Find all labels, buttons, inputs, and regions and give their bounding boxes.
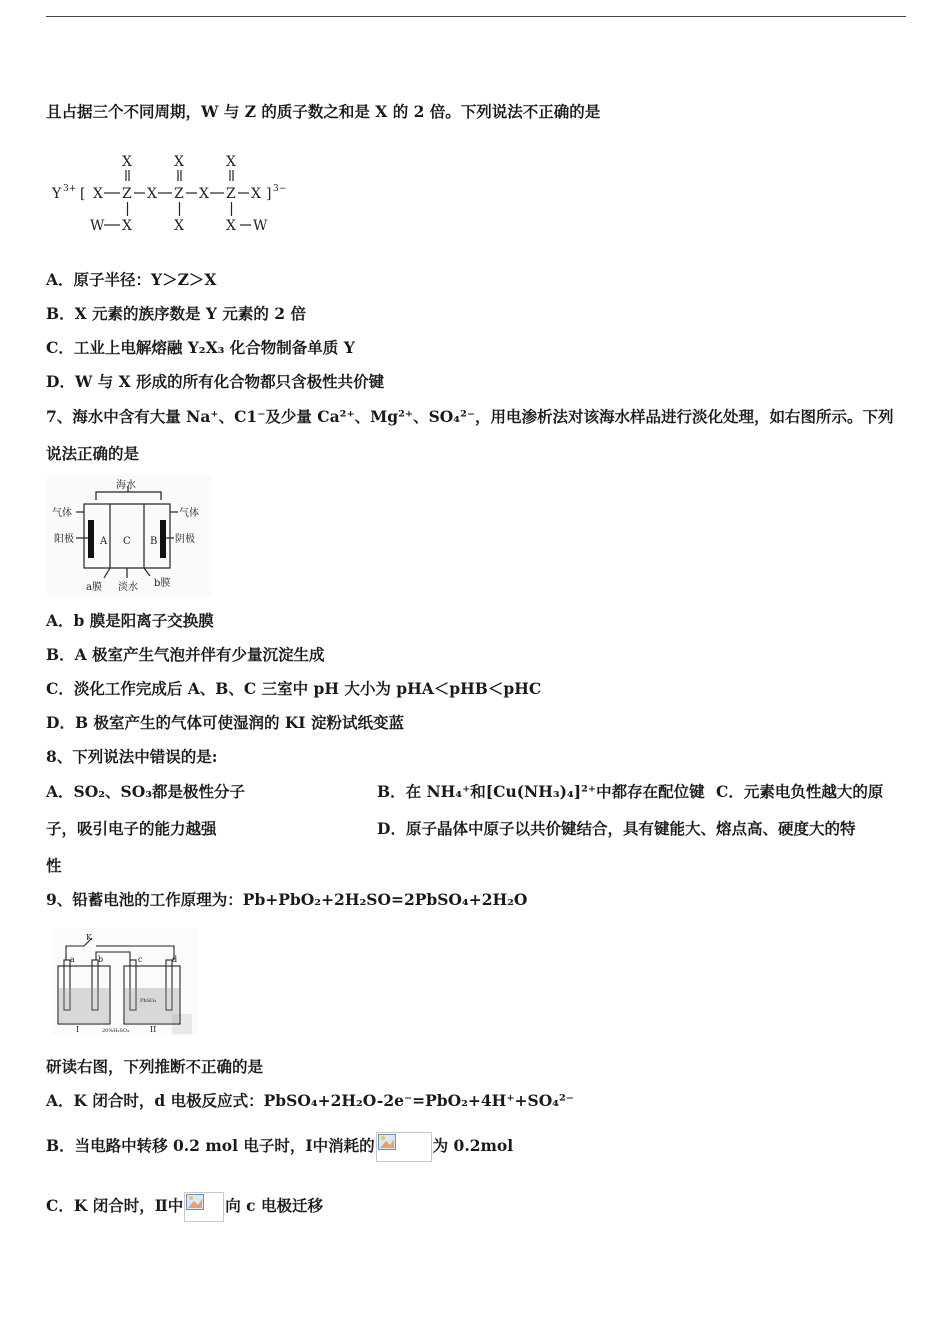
svg-text:[: [	[80, 186, 86, 202]
q9-option-c-row	[46, 1188, 323, 1224]
label-membrane-a: a膜	[86, 582, 102, 593]
q8-option-d: D．原子晶体中原子以共价键结合，具有键能大、熔点高、硬度大的特	[377, 819, 856, 838]
z-3: Z	[226, 186, 236, 202]
label-chamber-c: C	[123, 536, 131, 547]
q8-option-b: B．在 NH₄⁺和[Cu(NH₃)₄]²⁺中都存在配位键	[377, 782, 705, 801]
z-1: Z	[122, 186, 132, 202]
label-anode: 阳极	[54, 534, 74, 545]
q8-option-c-continued: 子，吸引电子的能力越强	[46, 819, 217, 838]
w-right: W	[253, 218, 268, 234]
q7-stem-line1: 7、海水中含有大量 Na⁺、C1⁻及少量 Ca²⁺、Mg²⁺、SO₄²⁻，用电渗析法对该海水样品进行淡化处理，如右图所示。下列	[46, 407, 894, 426]
q9-read-text: 研读右图，下列推断不正确的是	[46, 1057, 264, 1076]
label-electrolyte: 20%H₂SO₄	[102, 1028, 130, 1034]
x-bottom-2: X	[174, 218, 184, 234]
q7-option-a: A．b 膜是阳离子交换膜	[46, 611, 214, 630]
broken-image-icon	[184, 1192, 224, 1222]
anion-charge: 3−	[273, 184, 287, 194]
label-pbso4: PbSO₄	[140, 998, 157, 1004]
label-d: d	[172, 955, 178, 964]
q6-option-c: C．工业上电解熔融 Y₂X₃ 化合物制备单质 Y	[46, 338, 355, 357]
q7-option-c: C．淡化工作完成后 A、B、C 三室中 pH 大小为 pHA＜pHB＜pHC	[46, 679, 542, 698]
q6-option-b: B．X 元素的族序数是 Y 元素的 2 倍	[46, 304, 306, 323]
label-fresh-water: 淡水	[118, 582, 138, 593]
label-chamber-b: B	[150, 536, 158, 547]
x-bridge-2: X	[199, 186, 209, 202]
x-top-3: X	[226, 154, 236, 170]
q9-option-a: A．K 闭合时，d 电极反应式：PbSO₄+2H₂O-2e⁻=PbO₂+4H⁺+SO₄²⁻	[46, 1091, 574, 1110]
q9-option-b-row	[46, 1128, 513, 1164]
x-right: X	[251, 186, 261, 202]
label-c: c	[138, 955, 143, 964]
svg-text:Y	[51, 186, 62, 202]
label-membrane-b: b膜	[154, 578, 171, 589]
label-b: b	[98, 955, 104, 964]
x-left: X	[93, 186, 103, 202]
q6-option-a: A．原子半径：Y＞Z＞X	[46, 270, 217, 289]
label-seawater: 海水	[116, 480, 136, 491]
x-bottom-1: X	[122, 218, 132, 234]
q9-option-b-post: 为 0.2mol	[432, 1136, 514, 1155]
q8-option-d-continued: 性	[46, 856, 62, 875]
label-chamber-a: A	[100, 536, 108, 547]
label-cell-1: I	[76, 1025, 80, 1034]
q9-option-b-pre: B．当电路中转移 0.2 mol 电子时，Ⅰ中消耗的	[46, 1136, 375, 1155]
cation-charge: 3+	[63, 184, 77, 194]
q8-stem: 8、下列说法中错误的是:	[46, 747, 218, 766]
x-bottom-3: X	[226, 218, 236, 234]
q9-stem: 9、铅蓄电池的工作原理为：Pb+PbO₂+2H₂SO=2PbSO₄+2H₂O	[46, 890, 528, 909]
x-top-2: X	[174, 154, 184, 170]
x-bridge-1: X	[147, 186, 157, 202]
q7-stem-line2: 说法正确的是	[46, 444, 140, 463]
q9-option-c-post: 向 c 电极迁移	[225, 1196, 324, 1215]
x-top-1: X	[122, 154, 132, 170]
q6-structure-figure	[50, 150, 300, 240]
q7-option-b: B．A 极室产生气泡并伴有少量沉淀生成	[46, 645, 325, 664]
q6-intro: 且占据三个不同周期，W 与 Z 的质子数之和是 X 的 2 倍。下列说法不正确的是	[46, 102, 601, 121]
label-a: a	[70, 955, 75, 964]
q8-option-c: C．元素电负性越大的原	[716, 782, 884, 801]
q9-option-c-pre: C．K 闭合时，Ⅱ中	[46, 1196, 184, 1215]
svg-text:]: ]	[266, 186, 272, 202]
q6-option-d: D．W 与 X 形成的所有化合物都只含极性共价键	[46, 372, 385, 391]
label-cell-2: II	[150, 1025, 157, 1034]
w-left: W	[90, 218, 105, 234]
q7-option-d: D．B 极室产生的气体可使湿润的 KI 淀粉试纸变蓝	[46, 713, 404, 732]
label-k: K	[86, 933, 92, 942]
header-rule	[46, 16, 906, 17]
broken-image-icon	[376, 1132, 432, 1162]
q7-electrodialysis-figure	[46, 476, 211, 596]
label-gas-right: 气体	[179, 508, 199, 519]
q9-lead-acid-figure	[52, 928, 197, 1036]
q8-option-a: A．SO₂、SO₃都是极性分子	[46, 782, 245, 801]
label-cathode: 阴极	[175, 534, 195, 545]
cation-y: Y	[52, 186, 62, 202]
label-gas-left: 气体	[52, 508, 72, 519]
z-2: Z	[174, 186, 184, 202]
